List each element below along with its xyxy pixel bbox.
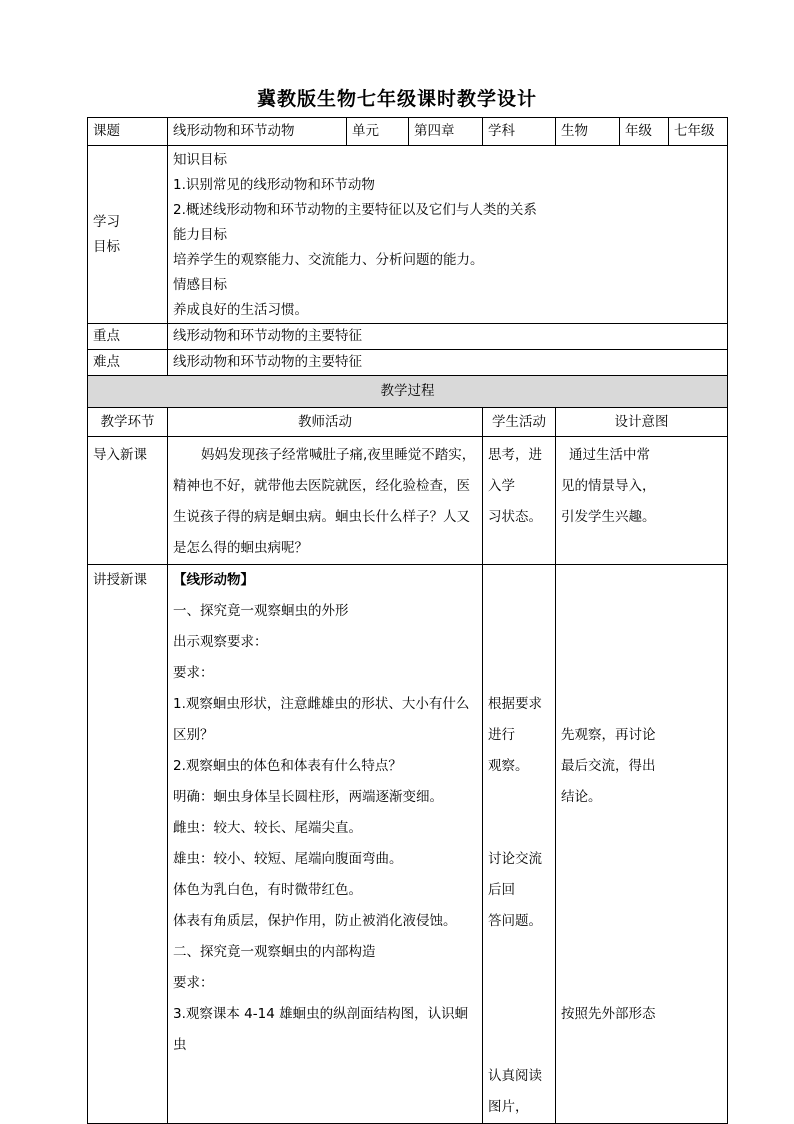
lesson-student-line	[488, 596, 550, 627]
lesson-teacher-line: 3.观察课本 4-14 雄蛔虫的纵剖面结构图，认识蛔虫	[173, 1006, 469, 1053]
lesson-teacher-line: 体色为乳白色，有时微带红色。	[173, 882, 362, 898]
lesson-intent-line: 按照先外部形态	[561, 1006, 656, 1022]
goal-line: 情感目标	[173, 277, 227, 293]
lesson-intent-line	[561, 968, 722, 999]
lesson-student-line: 认真阅读图片，	[488, 1068, 542, 1115]
goal-line: 培养学生的观察能力、交流能力、分析问题的能力。	[173, 252, 484, 268]
intro-row	[88, 437, 728, 565]
topic-value: 线形动物和环节动物	[168, 118, 347, 146]
goals-label	[88, 146, 168, 324]
lesson-teacher-line: 雄虫：较小、较短、尾端向腹面弯曲。	[173, 851, 403, 867]
col-stage: 教学环节	[88, 408, 168, 437]
lesson-intent-line	[561, 565, 722, 596]
intro-intent-line: 见的情景导入，	[561, 478, 656, 494]
intro-stage: 导入新课	[88, 437, 168, 565]
goals-label-line2: 目标	[93, 238, 120, 255]
goals-label-line1: 学习	[93, 213, 120, 230]
goal-line: 养成良好的生活习惯。	[173, 302, 308, 318]
lesson-student-line	[488, 968, 550, 999]
goal-line: 2.概述线形动物和环节动物的主要特征以及它们与人类的关系	[173, 202, 537, 218]
lesson-teacher-line: 2.观察蛔虫的体色和体表有什么特点？	[173, 758, 402, 774]
lesson-intent-line	[561, 627, 722, 658]
lesson-intent-line: 结论。	[561, 789, 602, 805]
subject-value: 生物	[556, 118, 620, 146]
lesson-teacher-line: 二、探究竟一观察蛔虫的内部构造	[173, 944, 376, 960]
lesson-intent-line: 最后交流，得出	[561, 758, 656, 774]
header-row	[88, 118, 728, 146]
lesson-intent-line	[561, 658, 722, 689]
goals-row	[88, 146, 728, 324]
process-header-row	[88, 376, 728, 408]
lesson-student-line	[488, 937, 550, 968]
lesson-intent-line	[561, 844, 722, 875]
lesson-intent-line	[561, 596, 722, 627]
lesson-stage: 讲授新课	[88, 565, 168, 1124]
intro-teacher-line: 妈妈发现孩子经常喊肚子痛,夜里睡觉不踏实，	[201, 447, 476, 463]
key-point-label: 重点	[88, 324, 168, 350]
col-student: 学生活动	[483, 408, 556, 437]
lesson-student-line	[488, 658, 550, 689]
lesson-intent-line	[561, 906, 722, 937]
lesson-teacher-line: 明确：蛔虫身体呈长圆柱形，两端逐渐变细。	[173, 789, 443, 805]
lesson-intent-line	[561, 689, 722, 720]
lesson-student	[483, 565, 556, 1124]
lesson-student-line	[488, 999, 550, 1030]
topic-label: 课题	[88, 118, 168, 146]
column-header-row	[88, 408, 728, 437]
intro-teacher	[168, 437, 483, 565]
goal-line: 能力目标	[173, 227, 227, 243]
col-teacher: 教师活动	[168, 408, 483, 437]
lesson-plan-table	[87, 117, 728, 1124]
lesson-student-line: 观察。	[488, 758, 529, 774]
lesson-teacher-line: 一、探究竟一观察蛔虫的外形	[173, 603, 349, 619]
lesson-student-line	[488, 813, 550, 844]
lesson-student-line: 答问题。	[488, 913, 542, 929]
lesson-intent	[556, 565, 728, 1124]
difficulty-text: 线形动物和环节动物的主要特征	[168, 350, 728, 376]
lesson-student-line	[488, 782, 550, 813]
lesson-teacher-line: 区别？	[173, 727, 214, 743]
lesson-teacher-line: 雌虫：较大、较长、尾端尖直。	[173, 820, 362, 836]
key-point-text: 线形动物和环节动物的主要特征	[168, 324, 728, 350]
lesson-teacher-line: 【线形动物】	[173, 572, 254, 588]
subject-label: 学科	[483, 118, 556, 146]
lesson-intent-line	[561, 937, 722, 968]
lesson-teacher-line: 体表有角质层，保护作用，防止被消化液侵蚀。	[173, 913, 457, 929]
col-intent: 设计意图	[556, 408, 728, 437]
lesson-student-line	[488, 627, 550, 658]
intro-intent	[556, 437, 728, 565]
intro-teacher-line: 生说孩子得的病是蛔虫病。蛔虫长什么样子？人又	[173, 509, 470, 525]
intro-intent-line: 通过生活中常	[569, 447, 650, 463]
intro-intent-line: 引发学生兴趣。	[561, 509, 656, 525]
process-header: 教学过程	[88, 376, 728, 408]
intro-teacher-line: 是怎么得的蛔虫病呢？	[173, 540, 308, 556]
unit-label: 单元	[347, 118, 409, 146]
lesson-row	[88, 565, 728, 1124]
lesson-teacher-line: 要求：	[173, 665, 214, 681]
grade-label: 年级	[620, 118, 669, 146]
key-point-row	[88, 324, 728, 350]
grade-value: 七年级	[669, 118, 728, 146]
lesson-student-line: 根据要求进行	[488, 696, 542, 743]
lesson-intent-line	[561, 813, 722, 844]
lesson-intent-line: 先观察，再讨论	[561, 727, 656, 743]
intro-teacher-line: 精神也不好，就带他去医院就医，经化验检查，医	[173, 478, 470, 494]
intro-student	[483, 437, 556, 565]
lesson-student-line	[488, 1030, 550, 1061]
page-title: 冀教版生物七年级课时教学设计	[256, 88, 537, 110]
difficulty-label: 难点	[88, 350, 168, 376]
unit-value: 第四章	[409, 118, 483, 146]
intro-student-line: 习状态。	[488, 509, 542, 525]
goals-content	[168, 146, 728, 324]
lesson-teacher-line: 要求：	[173, 975, 214, 991]
difficulty-row	[88, 350, 728, 376]
intro-student-line: 思考，进入学	[488, 447, 542, 494]
goal-line: 知识目标	[173, 152, 227, 168]
lesson-student-line: 讨论交流后回	[488, 851, 542, 898]
lesson-teacher-line: 出示观察要求：	[173, 634, 268, 650]
goal-line: 1.识别常见的线形动物和环节动物	[173, 177, 375, 193]
lesson-teacher	[168, 565, 483, 1124]
lesson-intent-line	[561, 875, 722, 906]
lesson-teacher-line: 1.观察蛔虫形状，注意雌雄虫的形状、大小有什么	[173, 696, 470, 712]
lesson-student-line	[488, 565, 550, 596]
